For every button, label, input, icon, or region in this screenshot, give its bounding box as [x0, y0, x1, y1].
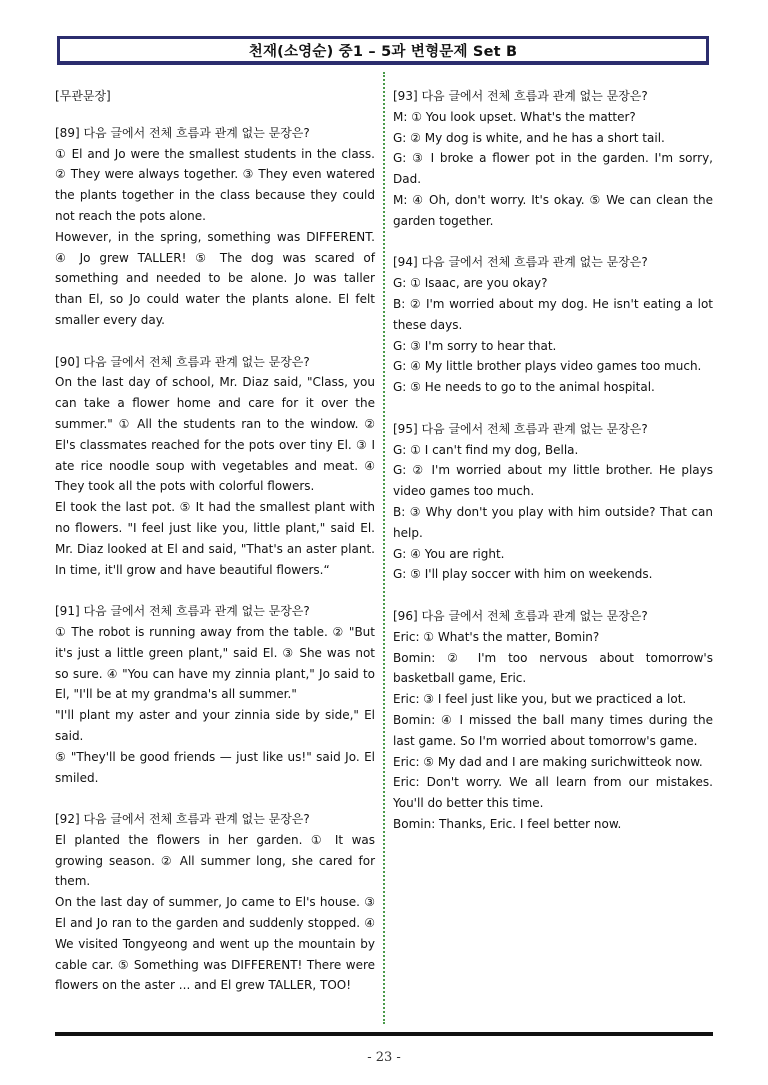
column-divider — [383, 72, 385, 1024]
question-text: G: ③ I'm sorry to hear that. — [393, 338, 557, 353]
question-text: Bomin: ④ I missed the ball many times during the last game. So I'm worried about tomorrow's game. — [393, 712, 713, 748]
question-text: G: ② My dog is white, and he has a short tail. — [393, 130, 665, 145]
question-block — [393, 419, 713, 585]
question-text: G: ① I can't find my dog, Bella. — [393, 442, 579, 457]
question-block — [55, 601, 375, 788]
question-text: M: ④ Oh, don't worry. It's okay. ⑤ We can clean the garden together. — [393, 192, 713, 228]
question-block — [393, 252, 713, 398]
page-title — [57, 36, 709, 65]
question-text: Eric: ① What's the matter, Bomin? — [393, 629, 600, 644]
question-heading: [89] 다음 글에서 전체 흐름과 관계 없는 문장은? — [55, 125, 310, 140]
right-column — [393, 86, 713, 855]
question-text: Eric: ⑤ My dad and I are making surichwitteok now. — [393, 754, 703, 769]
question-text: ⑤ "They'll be good friends — just like us!" said Jo. El smiled. — [55, 749, 375, 785]
question-text: M: ① You look upset. What's the matter? — [393, 109, 636, 124]
question-heading: [96] 다음 글에서 전체 흐름과 관계 없는 문장은? — [393, 608, 648, 623]
question-text: G: ⑤ He needs to go to the animal hospital. — [393, 380, 655, 395]
question-text: On the last day of school, Mr. Diaz said, "Class, you can take a flower home and care for it over the summer." ① All the students ran to the window. ② El's classmates reached for the pots over tiny El. ③ I ate rice noodle soup with vegetables and meat. ④ They took all the pots with colorful flowers. — [55, 375, 375, 494]
footer-rule — [55, 1032, 713, 1036]
question-text: El took the last pot. ⑤ It had the smallest plant with no flowers. "I feel just like you, little plant," said El. Mr. Diaz looked at El and said, "That's an aster plant. In time, it'll grow and have beautiful flowers.“ — [55, 500, 375, 577]
question-heading: [95] 다음 글에서 전체 흐름과 관계 없는 문장은? — [393, 421, 648, 436]
left-column — [55, 86, 375, 1017]
question-text: G: ④ You are right. — [393, 546, 505, 561]
question-heading: [91] 다음 글에서 전체 흐름과 관계 없는 문장은? — [55, 604, 310, 619]
question-block — [55, 123, 375, 331]
question-text: Eric: Don't worry. We all learn from our mistakes. You'll do better this time. — [393, 775, 713, 811]
section-label: [무관문장] — [55, 89, 111, 103]
page-title-text: 천재(소영순) 중1 – 5과 변형문제 Set B — [248, 43, 518, 60]
question-text: However, in the spring, something was DIFFERENT. ④ Jo grew TALLER! ⑤ The dog was scared of something and needed to be alone. Jo was taller than El, so Jo could water the plants alone. El felt smaller every day. — [55, 229, 375, 327]
question-text: B: ③ Why don't you play with him outside? That can help. — [393, 504, 713, 540]
question-heading: [92] 다음 글에서 전체 흐름과 관계 없는 문장은? — [55, 812, 310, 827]
question-text: Bomin: ② I'm too nervous about tomorrow's basketball game, Eric. — [393, 650, 713, 686]
question-text: G: ④ My little brother plays video games too much. — [393, 359, 702, 374]
question-text: G: ③ I broke a flower pot in the garden. I'm sorry, Dad. — [393, 151, 713, 187]
question-block — [55, 352, 375, 581]
question-text: Eric: ③ I feel just like you, but we practiced a lot. — [393, 692, 687, 707]
question-text: "I'll plant my aster and your zinnia side by side," El said. — [55, 708, 375, 743]
question-block — [55, 809, 375, 996]
question-text: B: ② I'm worried about my dog. He isn't eating a lot these days. — [393, 296, 713, 332]
question-text: G: ① Isaac, are you okay? — [393, 276, 548, 291]
question-heading: [94] 다음 글에서 전체 흐름과 관계 없는 문장은? — [393, 255, 648, 270]
question-block — [393, 606, 713, 835]
question-text: Bomin: Thanks, Eric. I feel better now. — [393, 816, 622, 831]
question-text: ① El and Jo were the smallest students in the class. ② They were always together. ③ They even watered the plants together in the class because they could not reach the pots alone. — [55, 146, 375, 223]
question-text: El planted the flowers in her garden. ① It was growing season. ② All summer long, she cared for them. — [55, 832, 375, 889]
page-number: - 23 - — [367, 1050, 401, 1065]
question-block — [393, 86, 713, 232]
question-heading: [90] 다음 글에서 전체 흐름과 관계 없는 문장은? — [55, 354, 310, 369]
question-text: On the last day of summer, Jo came to El's house. ③ El and Jo ran to the garden and suddenly stopped. ④ We visited Tongyeong and went up the mountain by cable car. ⑤ Something was DIFFERENT! There were flowers on the aster ... and El grew TALLER, TOO! — [55, 895, 375, 993]
question-text: G: ⑤ I'll play soccer with him on weekends. — [393, 567, 653, 582]
question-text: G: ② I'm worried about my little brother. He plays video games too much. — [393, 463, 713, 499]
question-heading: [93] 다음 글에서 전체 흐름과 관계 없는 문장은? — [393, 89, 648, 103]
question-text: ① The robot is running away from the table. ② "But it's just a little green plant," said El. ③ She was not so sure. ④ "You can have my zinnia plant," Jo said to El, "I'll be at my grandma's all summer." — [55, 624, 375, 702]
